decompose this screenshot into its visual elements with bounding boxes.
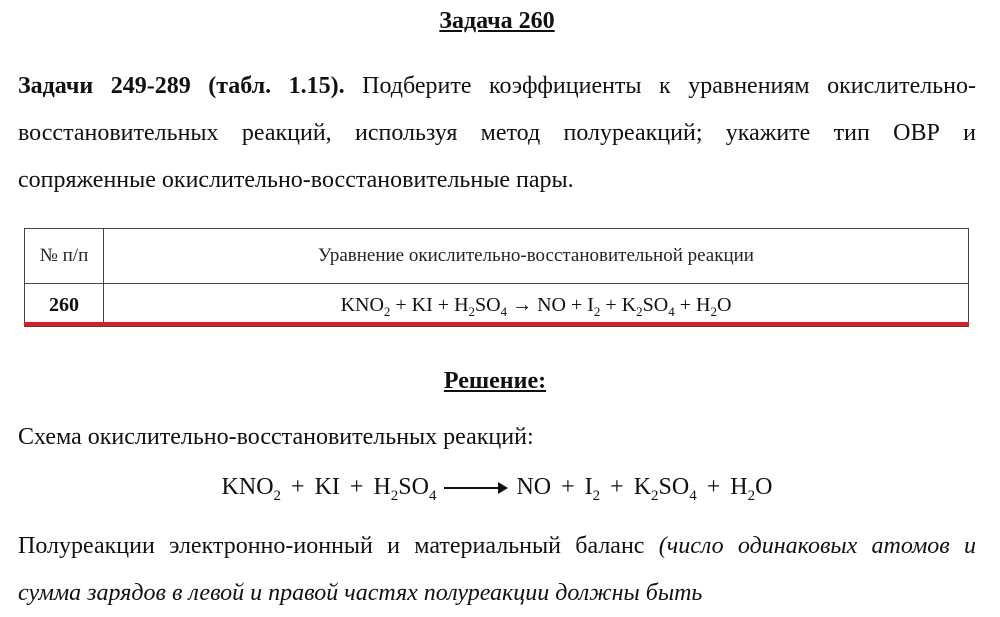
eq-sub: 2 [390,488,399,504]
eq-part: + KI + [281,474,374,500]
eq-sub: 2 [747,488,756,504]
eq-sub: 2 [710,303,717,319]
table-row [25,284,969,327]
table-header-row [25,229,969,284]
eq-part: KNO [340,293,384,316]
eq-sub: 2 [273,488,282,504]
scheme-label: Схема окислительно-восстановительных реакций: [18,424,534,450]
eq-sub: 4 [689,488,697,504]
eq-part: NO + I [516,474,593,500]
half-reactions-paragraph [18,523,976,617]
header-equation: Уравнение окислительно-восстановительной реакции [104,229,969,284]
scheme-equation [0,474,994,504]
eq-part: O [716,293,732,316]
header-num: № п/п [25,229,104,284]
eq-sub: 2 [592,488,601,504]
eq-part: SO [398,474,429,500]
reaction-arrow-icon [444,483,508,493]
task-text: Подберите коэффициенты к уравнениям окислительно-восстановительных реакций, используя метод полуреакций; укажите тип ОВР и сопряженные окислительно-восстановительные пары. [18,73,976,193]
row-equation [104,284,969,327]
para3-italic: (число одинаковых атомов и сумма зарядов в левой и правой частях полуреакции должны быть [18,533,977,606]
eq-part: NO + I [537,293,594,316]
eq-part: + KI + H [390,293,469,316]
eq-part: SO [658,474,690,500]
eq-sub: 2 [636,303,643,319]
eq-part: O [755,474,773,500]
eq-sub: 2 [593,303,601,319]
eq-part: + H [696,474,748,500]
eq-arrow: → [507,293,538,316]
eq-part: + K [600,293,637,316]
task-range-label: Задачи 249-289 (табл. 1.15). [18,73,345,99]
eq-part: SO [475,293,501,316]
eq-sub: 2 [383,303,391,319]
eq-part: + K [600,474,652,500]
eq-part: KNO [221,474,274,500]
task-statement [18,63,976,204]
row-num: 260 [25,284,104,327]
eq-part: H [373,474,391,500]
eq-sub: 4 [428,488,437,504]
solution-title: Решение: [443,368,547,394]
task-table [24,228,969,327]
accent-divider [24,322,969,326]
eq-part: + H [674,293,711,316]
eq-sub: 2 [651,488,659,504]
eq-sub: 2 [468,303,476,319]
para3-text: Полуреакции электронно-ионный и материальный баланс [18,533,659,559]
eq-sub: 4 [500,303,508,319]
page-title: Задача 260 [439,8,555,34]
eq-part: SO [642,293,669,316]
eq-sub: 4 [668,303,675,319]
